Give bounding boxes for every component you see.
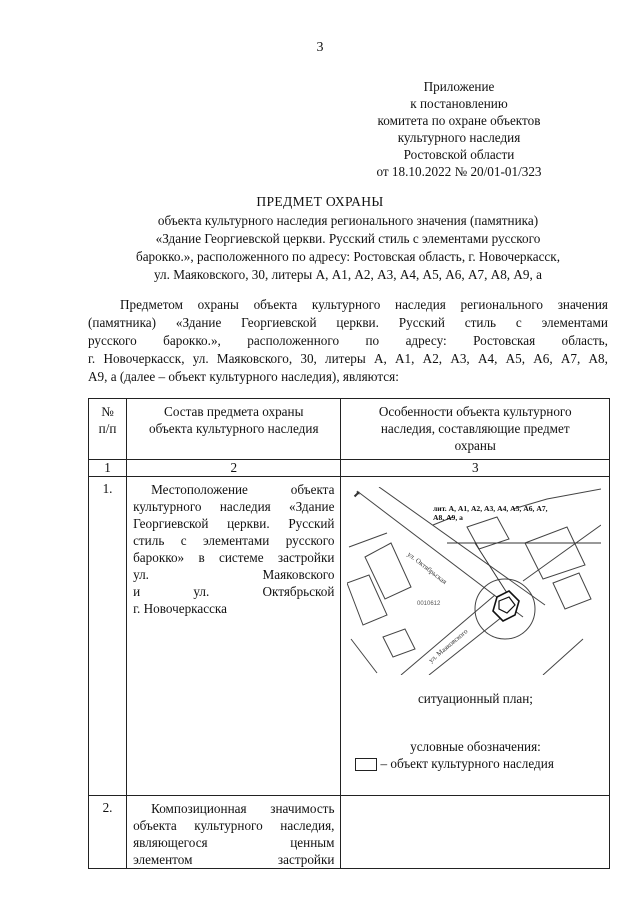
street-label: ул. Октябрьская [406,550,449,586]
row-composition [127,796,341,869]
subject-description [88,212,608,284]
litera-label: А8, А9, а [433,513,464,522]
intro-line: г. Новочеркасск, ул. Маяковского, 30, литеры А, А1, А2, А3, А4, А5, А6, А7, А8, [88,351,608,366]
building-block [553,573,591,609]
index-cell: 1 [89,460,127,477]
intro-line: А9, а (далее – объект культурного наследия), являются: [88,369,399,384]
legend-item [355,756,553,772]
appendix-line: комитета по охране объектов [377,113,541,128]
building-block [383,629,415,657]
header-text: № [101,404,114,419]
text-line: Георгиевской церкви. Русский [133,516,335,531]
subject-line: «Здание Георгиевской церкви. Русский стиль с элементами русского [155,231,541,246]
building-block [365,543,411,599]
text-line: Композиционная значимость [151,801,335,816]
subject-line: ул. Маяковского, 30, литеры А, А1, А2, А3, А4, А5, А6, А7, А8, А9, а [154,267,542,282]
appendix-line: от 18.10.2022 № 20/01-01/323 [376,164,542,179]
text-line: элементом застройки [133,852,335,867]
subject-line: барокко.», расположенного по адресу: Ростовская область, г. Новочеркасск, [135,249,560,264]
building-block [525,527,585,579]
street-edge [351,639,377,673]
row-features [341,477,610,796]
text-line: ул. Маяковского [133,567,335,582]
document-title: ПРЕДМЕТ ОХРАНЫ [256,194,384,209]
street-label: ул. Маяковского [427,627,470,665]
header-text: Состав предмета охраны [164,404,304,419]
header-composition [127,399,341,460]
church-footprint [493,591,519,621]
subject-line: объекта культурного наследия регионального значения (памятника) [157,213,539,228]
appendix-line: Приложение [423,79,495,94]
header-text: Особенности объекта культурного [378,404,572,419]
appendix-block [334,78,584,180]
appendix-line: культурного наследия [397,130,521,145]
legend-title: условные обозначения: [410,739,541,754]
building-block [347,575,387,625]
protection-subject-table [88,398,610,869]
litera-label: лит. А, А1, А2, А3, А4, А5, А6, А7, [433,504,548,513]
map-drawing [347,487,601,675]
appendix-line: Ростовской области [403,147,515,162]
header-features [341,399,610,460]
table-header-row [89,399,610,460]
row-features [341,796,610,869]
text-line: объекта культурного наследия, [133,818,335,833]
appendix-line: к постановлению [410,96,508,111]
svg-text:⬈: ⬈ [353,489,362,499]
plan-caption: ситуационный план; [417,691,533,706]
label-leader [475,543,507,593]
row-number: 2. [89,796,127,869]
building-block [467,517,509,549]
page-number: 3 [316,40,324,55]
text-line: барокко» в системе застройки [133,550,335,565]
street-edge [543,639,583,675]
text-line: являющегося ценным [133,835,335,850]
table-row [89,477,610,796]
row-number: 1. [89,477,127,796]
legend-label: – объект культурного наследия [380,756,554,771]
intro-paragraph [88,296,608,386]
street-edge [349,533,387,547]
situational-plan-map [347,487,601,675]
text-line: Местоположение объекта [151,482,335,497]
parcel-label: 0010612 [417,601,441,607]
intro-line: (памятника) «Здание Георгиевской церкви. Русский стиль с элементами [88,315,608,330]
table-index-row [89,460,610,477]
header-text: наследия, составляющие предмет [380,421,570,436]
text-line: стиль с элементами русского [133,533,335,548]
header-text: охраны [454,438,496,453]
header-text: п/п [98,421,117,436]
header-text: объекта культурного наследия [148,421,319,436]
header-num [89,399,127,460]
index-cell: 3 [341,460,610,477]
legend-swatch [355,758,377,771]
text-line: и ул. Октябрьской [133,584,335,599]
street-edge [401,595,495,675]
intro-line: русского барокко.», расположенного по адресу: Ростовская область, [88,333,608,348]
index-cell: 2 [127,460,341,477]
table-row [89,796,610,869]
text-line: культурного наследия «Здание [133,499,335,514]
text-line: г. Новочеркасска [133,601,227,616]
row-composition [127,477,341,796]
intro-line: Предметом охраны объекта культурного наследия регионального значения [120,297,608,312]
